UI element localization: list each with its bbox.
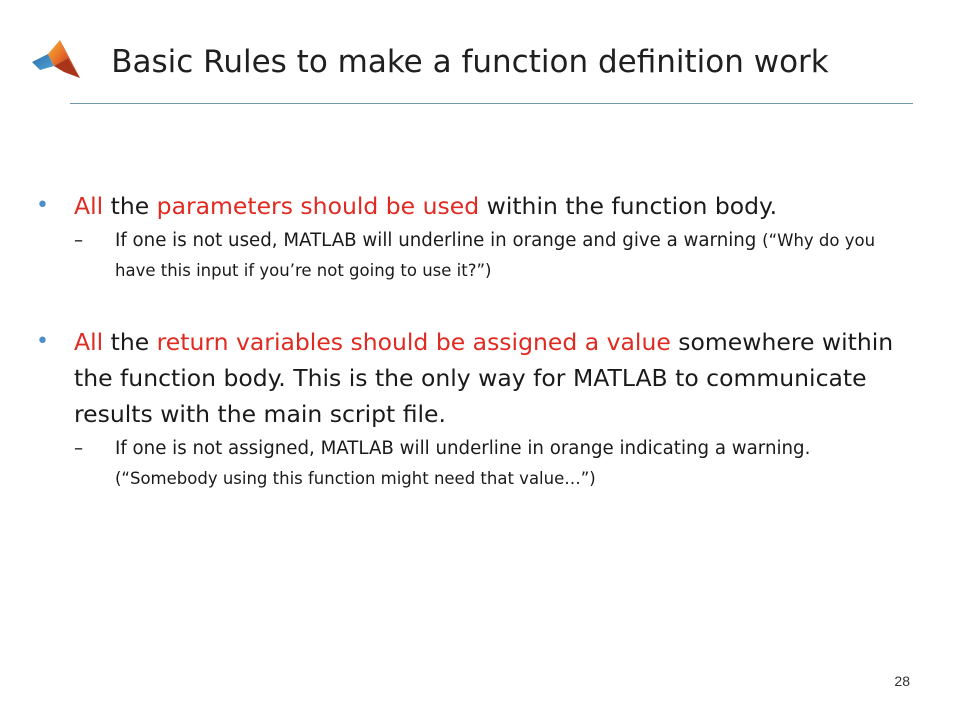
bullet-text: somewhere within the function body. This is the only way for MATLAB to communicate results with the main script file. xyxy=(74,328,894,428)
sub-bullet-item xyxy=(74,434,916,494)
bullet-marker: • xyxy=(36,329,49,354)
bullet-text: the xyxy=(103,192,157,220)
emphasis-text: parameters should be used xyxy=(156,192,480,220)
slide-content xyxy=(36,188,916,494)
title-divider xyxy=(70,103,913,104)
sub-bullet-quote: (“Why do you have this input if you’re not going to use it?”) xyxy=(115,231,876,280)
sub-bullet-marker: – xyxy=(74,438,84,459)
sub-bullet-text: If one is not assigned, MATLAB will underline in orange indicating a warning. xyxy=(115,438,811,459)
sub-bullet-item xyxy=(74,226,916,286)
emphasis-text: return variables should be assigned a value xyxy=(156,328,671,356)
sub-bullet-marker: – xyxy=(74,230,84,251)
bullet-item xyxy=(36,324,916,432)
emphasis-text: All xyxy=(74,328,104,356)
bullet-marker: • xyxy=(36,193,49,218)
spacer xyxy=(36,286,916,324)
page-number: 28 xyxy=(894,673,910,689)
bullet-text: the xyxy=(103,328,157,356)
matlab-logo-icon xyxy=(30,38,82,84)
sub-bullet-text: If one is not used, MATLAB will underline in orange and give a warning xyxy=(115,230,763,251)
bullet-item xyxy=(36,188,916,224)
emphasis-text: All xyxy=(74,192,104,220)
bullet-text: within the function body. xyxy=(479,192,778,220)
sub-bullet-quote: (“Somebody using this function might need that value…”) xyxy=(115,469,596,488)
slide-title: Basic Rules to make a function definition work xyxy=(111,44,829,80)
